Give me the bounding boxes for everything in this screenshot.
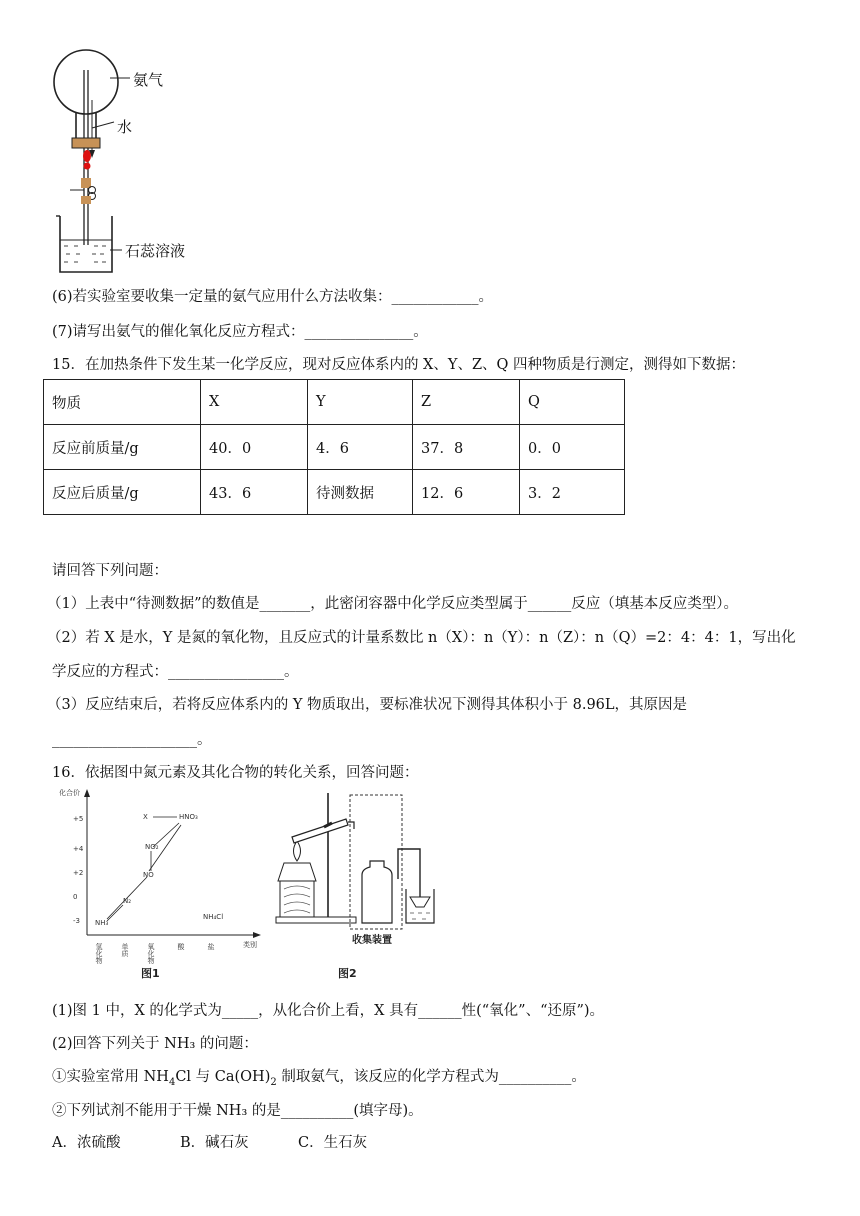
- y-axis-label: 化合价: [59, 789, 80, 797]
- species-no: NO: [143, 871, 154, 879]
- figure-2-caption: 图2: [338, 967, 357, 980]
- x-axis-label: 类别: [243, 941, 257, 949]
- question-15-prompt: 请回答下列问题：: [52, 563, 168, 579]
- table-cell: Z: [413, 380, 520, 425]
- x-tick: 氢化物: [95, 943, 103, 964]
- species-nh3: NH₃: [95, 919, 109, 927]
- table-cell: 物质: [44, 380, 201, 425]
- x-tick: 单质: [121, 943, 129, 957]
- species-n2: N₂: [123, 897, 132, 905]
- table-cell: 3．2: [520, 470, 625, 515]
- question-16-sub2: (2)回答下列关于 NH₃ 的问题：: [52, 1036, 258, 1052]
- species-x: X: [143, 813, 148, 821]
- question-16-item2: ②下列试剂不能用于干燥 NH₃ 的是__________(填字母)。: [52, 1103, 423, 1119]
- figure-1-valence-chart: [55, 785, 270, 985]
- option-c: C．生石灰: [298, 1135, 368, 1151]
- subscript-4: 4: [168, 1076, 176, 1088]
- question-15-sub2-line2: 学反应的方程式：________________。: [52, 664, 299, 680]
- table-cell: 反应前质量/g: [44, 425, 201, 470]
- question-15-sub1: （1）上表中“待测数据”的数值是_______，此密闭容器中化学反应类型属于______反应（填基本反应类型）。: [47, 596, 739, 612]
- x-ticks: [95, 942, 215, 965]
- question-15-sub3-line1: （3）反应结束后，若将反应体系内的 Y 物质取出，要标准状况下测得其体积小于 8.96L，其原因是: [47, 697, 688, 713]
- table-cell: Y: [308, 380, 413, 425]
- label-water: 水: [117, 118, 133, 136]
- question-6: (6)若实验室要收集一定量的氨气应用什么方法收集：____________。: [52, 289, 494, 305]
- question-7: (7)请写出氨气的催化氧化反应方程式：_______________。: [52, 324, 428, 340]
- question-16-stem: 16．依据图中氮元素及其化合物的转化关系，回答问题：: [52, 765, 419, 781]
- question-16-sub1: (1)图 1 中，X 的化学式为_____，从化合价上看，X 具有______性(“氧化”、“还原”)。: [52, 1003, 605, 1019]
- item1-part-c: 制取氨气，该反应的化学方程式为__________。: [276, 1069, 586, 1085]
- species-no2: NO₂: [145, 843, 159, 851]
- x-tick: 盐: [207, 943, 215, 950]
- item1-part-a: ①实验室常用 NH: [52, 1069, 169, 1085]
- y-tick: +4: [73, 845, 84, 853]
- table-cell: 40．0: [201, 425, 308, 470]
- item1-part-b: Cl 与 Ca(OH): [175, 1069, 271, 1085]
- figure-1-caption: 图1: [141, 967, 160, 980]
- table-cell: 37．8: [413, 425, 520, 470]
- y-tick: -3: [73, 917, 80, 925]
- table-row: [44, 470, 625, 515]
- table-cell: X: [201, 380, 308, 425]
- option-a: A．浓硫酸: [52, 1135, 121, 1151]
- figure-2-apparatus: [268, 785, 453, 985]
- question-16-item1: [52, 1065, 586, 1088]
- table-row: [44, 425, 625, 470]
- species-nh4cl: NH₄Cl: [203, 913, 224, 921]
- question-15-stem: 15．在加热条件下发生某一化学反应，现对反应体系内的 X、Y、Z、Q 四种物质是行测定，测得如下数据：: [52, 357, 746, 373]
- table-cell: 待测数据: [308, 470, 413, 515]
- question-15-sub3-line2: ____________________。: [52, 732, 212, 748]
- species-hno3: HNO₃: [179, 813, 198, 821]
- x-tick: 酸: [177, 943, 185, 950]
- data-table: [43, 379, 625, 515]
- y-tick: 0: [73, 893, 78, 901]
- y-tick: +2: [73, 869, 84, 877]
- option-b: B．碱石灰: [180, 1135, 249, 1151]
- question-15-sub2-line1: （2）若 X 是水，Y 是氮的氧化物，且反应式的计量系数比 n（X）：n（Y）：n（Z）：n（Q）=2：4：4：1，写出化: [47, 630, 796, 646]
- table-cell: 12．6: [413, 470, 520, 515]
- label-litmus: 石蕊溶液: [125, 242, 186, 260]
- x-tick: 氧化物: [147, 943, 155, 964]
- subscript-2: 2: [270, 1076, 277, 1088]
- table-header-row: [44, 380, 625, 425]
- collection-box-label: 收集装置: [352, 935, 392, 946]
- table-cell: 0．0: [520, 425, 625, 470]
- y-tick: +5: [73, 815, 84, 823]
- table-cell: 4．6: [308, 425, 413, 470]
- table-cell: 反应后质量/g: [44, 470, 201, 515]
- y-ticks: [73, 815, 84, 925]
- table-cell: 43．6: [201, 470, 308, 515]
- table-cell: Q: [520, 380, 625, 425]
- label-ammonia: 氨气: [133, 71, 164, 89]
